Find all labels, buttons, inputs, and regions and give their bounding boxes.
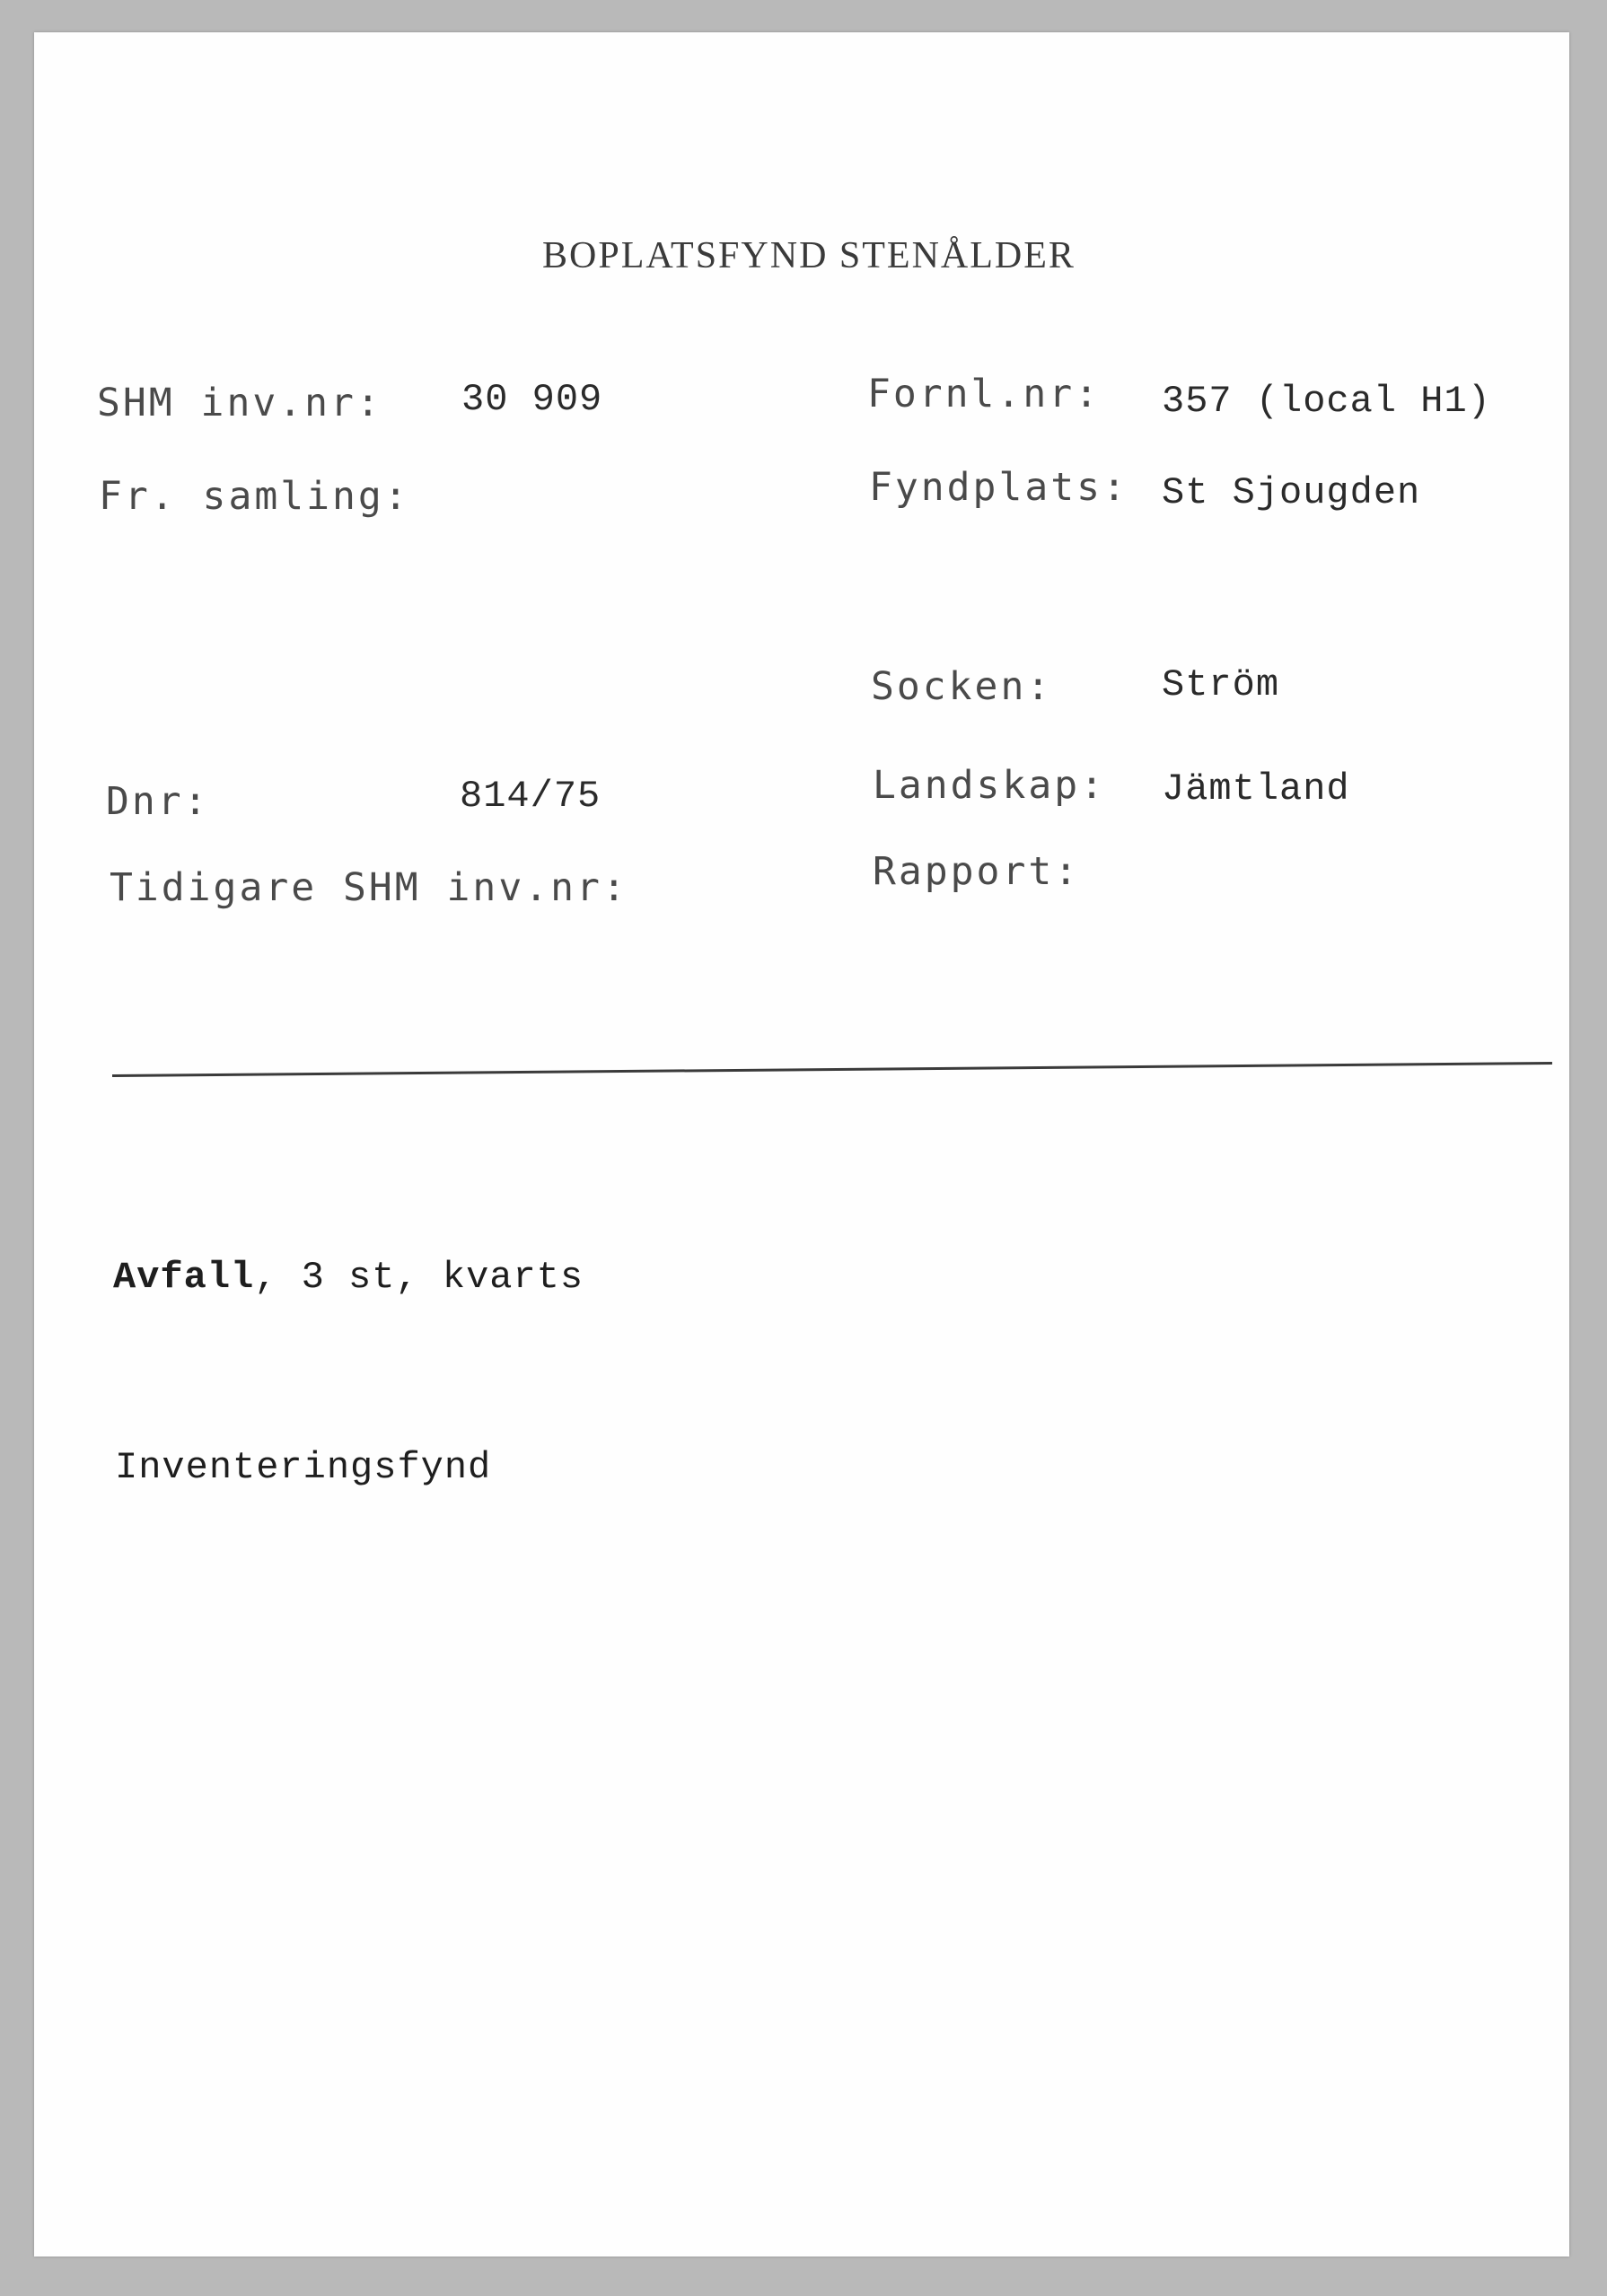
dnr-value: 814/75: [460, 775, 602, 818]
find-note: Inventeringsfynd: [115, 1446, 492, 1489]
find-item-details: , 3 st, kvarts: [254, 1256, 584, 1299]
fyndplats-value: St Sjougden: [1162, 471, 1421, 514]
tidigare-shm-inv-label: Tidigare SHM inv.nr:: [110, 865, 628, 910]
shm-inv-label: SHM inv.nr:: [97, 381, 382, 425]
shm-inv-value: 30 909: [461, 378, 603, 421]
landskap-label: Landskap:: [873, 763, 1106, 808]
rapport-label: Rapport:: [873, 849, 1081, 894]
find-description: [113, 1256, 584, 1299]
socken-value: Ström: [1162, 663, 1280, 706]
landskap-value: Jämtland: [1162, 767, 1350, 811]
fr-samling-label: Fr. samling:: [99, 474, 410, 519]
fornl-value: 357 (local H1): [1162, 380, 1491, 423]
catalog-card: [34, 32, 1569, 2257]
socken-label: Socken:: [871, 664, 1053, 709]
fornl-label: Fornl.nr:: [867, 372, 1101, 416]
card-title: BOPLATSFYND STENÅLDER: [542, 235, 1076, 276]
fyndplats-label: Fyndplats:: [869, 465, 1128, 510]
dnr-label: Dnr:: [106, 779, 210, 824]
divider-line: [112, 1062, 1552, 1077]
find-item-name: Avfall: [113, 1256, 255, 1299]
